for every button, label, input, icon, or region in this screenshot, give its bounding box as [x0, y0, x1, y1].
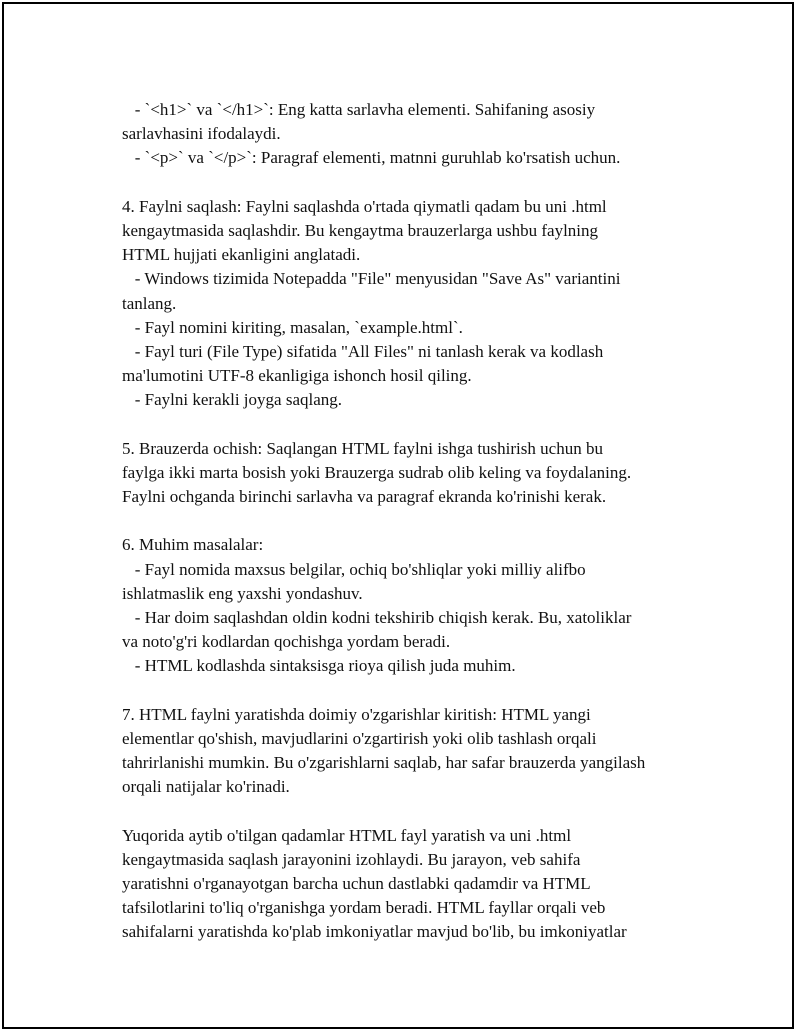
text-line: - `<p>` va `</p>`: Paragraf elementi, matnni guruhlab ko'rsatish uchun.	[122, 148, 621, 168]
text-line: va noto'g'ri kodlardan qochishga yordam beradi.	[122, 632, 451, 652]
text-line: HTML hujjati ekanligini anglatadi.	[122, 245, 361, 265]
text-line: - Fayl nomida maxsus belgilar, ochiq bo'shliqlar yoki milliy alifbo	[122, 559, 586, 579]
page-frame	[2, 2, 794, 1029]
text-line: - `<h1>` va `</h1>`: Eng katta sarlavha elementi. Sahifaning asosiy	[122, 100, 596, 119]
blank-line	[122, 679, 722, 703]
blank-line	[122, 799, 722, 823]
text-line: elementlar qo'shish, mavjudlarini o'zgartirish yoki olib tashlash orqali	[122, 728, 597, 748]
text-line: 4. Faylni saqlash: Faylni saqlashda o'rtada qiymatli qadam bu uni .html	[122, 196, 607, 216]
blank-line	[122, 509, 722, 533]
text-line: - Windows tizimida Notepadda "File" menyusidan "Save As" variantini	[122, 269, 621, 289]
text-line: 6. Muhim masalalar:	[122, 535, 264, 555]
text-line: - Fayl turi (File Type) sifatida "All Files" ni tanlash kerak va kodlash	[122, 341, 604, 361]
text-line: - Faylni kerakli joyga saqlang.	[122, 390, 343, 410]
text-line: Yuqorida aytib o'tilgan qadamlar HTML fayl yaratish va uni .html	[122, 825, 572, 845]
text-line: sarlavhasini ifodalaydi.	[122, 124, 281, 144]
text-line: - HTML kodlashda sintaksisga rioya qilish juda muhim.	[122, 656, 516, 676]
text-line: faylga ikki marta bosish yoki Brauzerga sudrab olib keling va foydalaning.	[122, 462, 632, 482]
text-line: - Fayl nomini kiriting, masalan, `example.html`.	[122, 317, 463, 337]
text-line: tafsilotlarini to'liq o'rganishga yordam beradi. HTML fayllar orqali veb	[122, 898, 606, 918]
text-line: sahifalarni yaratishda ko'plab imkoniyatlar mavjud bo'lib, bu imkoniyatlar	[122, 922, 627, 942]
text-line: 5. Brauzerda ochish: Saqlangan HTML faylni ishga tushirish uchun bu	[122, 438, 603, 458]
text-line: tanlang.	[122, 293, 177, 313]
text-line: - Har doim saqlashdan oldin kodni tekshirib chiqish kerak. Bu, xatoliklar	[122, 607, 632, 627]
document-body	[122, 98, 722, 945]
text-line: Faylni ochganda birinchi sarlavha va paragraf ekranda ko'rinishi kerak.	[122, 487, 607, 506]
blank-line	[122, 171, 722, 195]
text-line: tahrirlanishi mumkin. Bu o'zgarishlarni saqlab, har safar brauzerda yangilash	[122, 753, 646, 773]
text-line: orqali natijalar ko'rinadi.	[122, 777, 290, 797]
text-line: kengaytmasida saqlashdir. Bu kengaytma brauzerlarga ushbu faylning	[122, 220, 599, 240]
text-line: 7. HTML faylni yaratishda doimiy o'zgarishlar kiritish: HTML yangi	[122, 704, 591, 724]
blank-line	[122, 412, 722, 436]
text-line: kengaytmasida saqlash jarayonini izohlaydi. Bu jarayon, veb sahifa	[122, 849, 581, 869]
text-line: ishlatmaslik eng yaxshi yondashuv.	[122, 583, 363, 603]
text-line: ma'lumotini UTF-8 ekanligiga ishonch hosil qiling.	[122, 366, 472, 386]
text-line: yaratishni o'rganayotgan barcha uchun dastlabki qadamdir va HTML	[122, 874, 591, 893]
